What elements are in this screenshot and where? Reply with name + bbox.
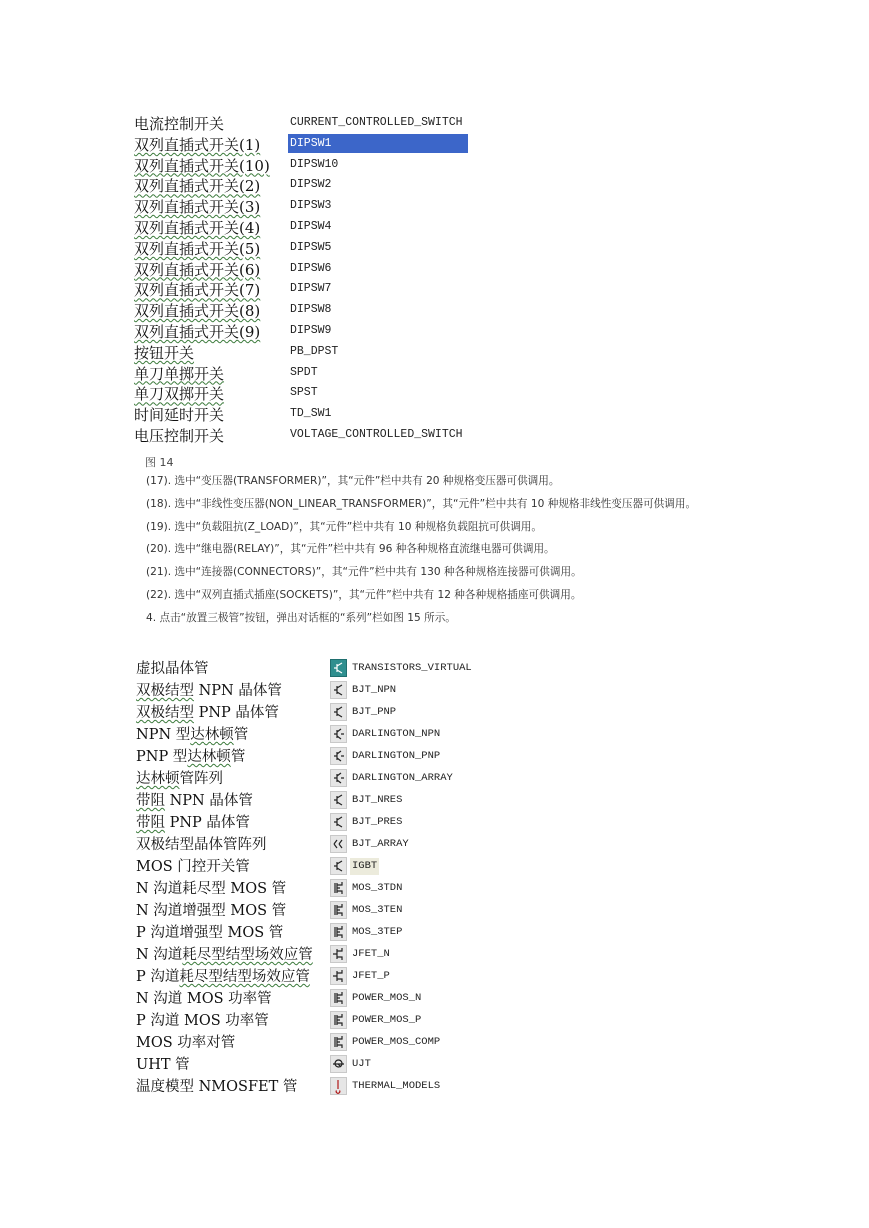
transistor-name-cn — [136, 703, 279, 723]
transistor-name-prefix: NPN 型 — [136, 727, 191, 743]
igbt-icon[interactable] — [330, 857, 347, 875]
switch-name-en[interactable]: DIPSW10 — [290, 157, 339, 171]
transistor-name-en[interactable]: POWER_MOS_N — [352, 992, 422, 1004]
transistor-name-en[interactable]: DARLINGTON_ARRAY — [352, 772, 453, 784]
mos-3tdn-icon[interactable] — [330, 879, 347, 897]
transistor-name-cn — [136, 879, 286, 899]
switch-name-en[interactable]: SPST — [290, 386, 318, 400]
transistor-name-prefix: N 沟道 MOS 功率管 — [136, 991, 272, 1007]
list-item: (21). 选中“连接器(CONNECTORS)”，其“元件”栏中共有 130 种各种规格连接器可供调用。 — [146, 566, 582, 579]
transistor-name-prefix: N 沟道耗尽型 MOS 管 — [136, 881, 287, 897]
ujt-icon[interactable] — [330, 1055, 347, 1073]
transistor-row[interactable] — [136, 1032, 496, 1054]
power-mos-p-icon[interactable] — [330, 1011, 347, 1029]
switch-row[interactable] — [134, 363, 474, 384]
bjt-nres-icon[interactable] — [330, 791, 347, 809]
transistor-name-en[interactable]: MOS_3TEP — [352, 926, 403, 938]
switch-name-cn: 时间延时开关 — [134, 406, 225, 425]
darlington-npn-icon[interactable] — [330, 725, 347, 743]
transistor-name-en[interactable]: BJT_PRES — [352, 816, 403, 828]
switch-name-en[interactable]: SPDT — [290, 365, 318, 379]
switch-name-cn: 双列直插式开关(7) — [134, 281, 261, 300]
transistor-name-cn — [136, 1011, 269, 1031]
transistor-row[interactable] — [136, 658, 496, 680]
transistor-name-cn — [136, 989, 272, 1009]
switch-row[interactable] — [134, 342, 474, 363]
transistor-name-underlined: 耗尽型结型场效应管 — [182, 947, 313, 963]
transistor-name-suffix: NPN 晶体管 — [165, 793, 253, 809]
transistor-name-cn — [136, 945, 313, 965]
transistor-name-prefix: 虚拟晶体管 — [136, 661, 209, 677]
transistor-row[interactable] — [136, 922, 496, 944]
transistor-name-en[interactable]: JFET_N — [352, 948, 390, 960]
transistor-name-underlined: 达林顿 — [187, 749, 231, 765]
switch-row[interactable] — [134, 404, 474, 425]
transistor-name-en[interactable]: DARLINGTON_PNP — [352, 750, 441, 762]
list-item: (18). 选中“非线性变压器(NON_LINEAR_TRANSFORMER)”，其“元件”栏中共有 10 种规格非线性变压器可供调用。 — [146, 497, 697, 510]
transistor-row[interactable] — [136, 944, 496, 966]
transistor-list-figure — [136, 658, 496, 1098]
transistor-name-underlined: 达林顿 — [136, 771, 180, 787]
transistor-name-cn — [136, 769, 223, 789]
transistor-name-suffix: 管阵列 — [179, 771, 223, 787]
transistor-name-cn — [136, 659, 209, 679]
transistor-name-suffix: 管 — [230, 749, 246, 765]
transistor-name-prefix: N 沟道增强型 MOS 管 — [136, 903, 287, 919]
list-item: (20). 选中“继电器(RELAY)”，其“元件”栏中共有 96 种各种规格直流继电器可供调用。 — [146, 543, 555, 556]
darlington-pnp-icon[interactable] — [330, 747, 347, 765]
transistor-name-cn — [136, 681, 282, 701]
switch-name-en[interactable]: DIPSW7 — [290, 282, 332, 296]
transistor-row[interactable] — [136, 834, 496, 856]
switch-row[interactable] — [134, 300, 474, 321]
switch-name-en[interactable]: CURRENT_CONTROLLED_SWITCH — [290, 116, 463, 129]
transistor-name-en[interactable]: THERMAL_MODELS — [352, 1080, 441, 1092]
switch-name-cn: 双列直插式开关(1) — [134, 135, 261, 154]
transistor-name-cn — [136, 967, 310, 987]
bjt-array-icon[interactable] — [330, 835, 347, 853]
virtual-transistor-icon[interactable] — [330, 659, 347, 677]
transistor-row[interactable] — [136, 790, 496, 812]
switch-row[interactable] — [134, 279, 474, 300]
transistor-name-suffix: NPN 晶体管 — [194, 683, 282, 699]
switch-row[interactable] — [134, 134, 474, 155]
transistor-row[interactable] — [136, 812, 496, 834]
switch-name-cn: 电流控制开关 — [134, 115, 225, 133]
switch-name-cn: 双列直插式开关(8) — [134, 302, 261, 321]
transistor-name-prefix: PNP 型 — [136, 749, 188, 765]
jfet-n-icon[interactable] — [330, 945, 347, 963]
transistor-name-prefix: 温度模型 NMOSFET 管 — [136, 1079, 298, 1095]
switch-name-en[interactable]: DIPSW1 — [288, 134, 468, 153]
transistor-name-prefix: 双极结型晶体管阵列 — [136, 837, 267, 853]
transistor-row[interactable] — [136, 988, 496, 1010]
switch-row[interactable] — [134, 238, 474, 259]
switch-name-en[interactable]: DIPSW3 — [290, 199, 332, 213]
transistor-name-en[interactable]: BJT_NPN — [352, 684, 397, 696]
switch-row[interactable] — [134, 155, 474, 176]
switch-list-figure — [134, 113, 474, 446]
list-item: 4. 点击“放置三极管”按钮，弹出对话框的“系列”栏如图 15 所示。 — [146, 611, 456, 624]
thermometer-icon[interactable] — [330, 1077, 347, 1095]
transistor-name-prefix: P 沟道 MOS 功率管 — [136, 1013, 269, 1029]
switch-row[interactable] — [134, 196, 474, 217]
pnp-transistor-icon[interactable] — [330, 703, 347, 721]
darlington-array-icon[interactable] — [330, 769, 347, 787]
transistor-name-cn — [136, 901, 286, 921]
transistor-name-prefix: P 沟道增强型 MOS 管 — [136, 925, 284, 941]
transistor-row[interactable] — [136, 724, 496, 746]
transistor-name-suffix: PNP 晶体管 — [165, 815, 250, 831]
transistor-name-suffix: 管 — [233, 727, 249, 743]
transistor-name-cn — [136, 747, 245, 767]
switch-name-en[interactable]: VOLTAGE_CONTROLLED_SWITCH — [290, 427, 463, 441]
transistor-name-underlined: 耗尽型结型场效应管 — [179, 969, 310, 985]
transistor-name-en[interactable]: BJT_PNP — [352, 706, 397, 718]
transistor-row[interactable] — [136, 768, 496, 790]
transistor-name-underlined: 带阻 — [136, 815, 165, 831]
transistor-name-en[interactable]: POWER_MOS_P — [352, 1014, 422, 1026]
switch-name-en[interactable]: DIPSW5 — [290, 240, 332, 254]
transistor-name-prefix: N 沟道 — [136, 947, 183, 963]
transistor-name-en[interactable]: UJT — [352, 1058, 371, 1070]
transistor-name-prefix: P 沟道 — [136, 969, 180, 985]
transistor-name-cn — [136, 813, 250, 833]
transistor-row[interactable] — [136, 702, 496, 724]
transistor-name-cn — [136, 1055, 190, 1075]
switch-row[interactable] — [134, 175, 474, 196]
transistor-row[interactable] — [136, 746, 496, 768]
transistor-name-cn — [136, 923, 283, 943]
transistor-name-cn — [136, 857, 250, 877]
figure-14-caption: 图 14 — [145, 456, 174, 469]
transistor-name-en[interactable]: MOS_3TDN — [352, 882, 403, 894]
transistor-row[interactable] — [136, 1010, 496, 1032]
transistor-name-en[interactable]: IGBT — [350, 858, 379, 875]
transistor-name-en[interactable]: JFET_P — [352, 970, 390, 982]
switch-name-cn: 双列直插式开关(10) — [134, 156, 270, 175]
transistor-name-underlined: 带阻 — [136, 793, 165, 809]
transistor-name-cn — [136, 835, 267, 855]
transistor-name-underlined: 达林顿 — [190, 727, 234, 743]
npn-transistor-icon[interactable] — [330, 681, 347, 699]
list-item: (17). 选中“变压器(TRANSFORMER)”，其“元件”栏中共有 20 种规格变压器可供调用。 — [146, 475, 560, 487]
switch-name-cn: 双列直插式开关(9) — [134, 322, 261, 341]
transistor-row[interactable] — [136, 878, 496, 900]
transistor-name-prefix: UHT 管 — [136, 1057, 190, 1073]
power-mos-n-icon[interactable] — [330, 989, 347, 1007]
transistor-name-underlined: 双极结型 — [136, 705, 194, 721]
transistor-name-cn — [136, 725, 248, 745]
mos-3ten-icon[interactable] — [330, 901, 347, 919]
mos-3tep-icon[interactable] — [330, 923, 347, 941]
transistor-name-en[interactable]: BJT_ARRAY — [352, 838, 409, 850]
transistor-name-cn — [136, 1033, 235, 1053]
bjt-pres-icon[interactable] — [330, 813, 347, 831]
transistor-name-en[interactable]: BJT_NRES — [352, 794, 403, 806]
transistor-name-en[interactable]: POWER_MOS_COMP — [352, 1036, 441, 1048]
transistor-row[interactable] — [136, 966, 496, 988]
item-list — [146, 474, 846, 634]
transistor-name-underlined: 双极结型 — [136, 683, 194, 699]
transistor-row[interactable] — [136, 1054, 496, 1076]
switch-name-cn: 双列直插式开关(5) — [134, 239, 261, 258]
transistor-name-en[interactable]: TRANSISTORS_VIRTUAL — [352, 662, 472, 674]
transistor-name-cn — [136, 1077, 297, 1097]
transistor-row[interactable] — [136, 1076, 496, 1098]
transistor-row[interactable] — [136, 680, 496, 702]
switch-name-cn: 电压控制开关 — [134, 426, 225, 445]
transistor-row[interactable] — [136, 856, 496, 878]
transistor-name-en[interactable]: MOS_3TEN — [352, 904, 403, 916]
switch-name-cn: 单刀单掷开关 — [134, 364, 225, 383]
switch-row[interactable] — [134, 259, 474, 280]
switch-name-en[interactable]: TD_SW1 — [290, 407, 332, 421]
power-mos-comp-icon[interactable] — [330, 1033, 347, 1051]
jfet-p-icon[interactable] — [330, 967, 347, 985]
transistor-name-en[interactable]: DARLINGTON_NPN — [352, 728, 441, 740]
switch-name-en[interactable]: DIPSW6 — [290, 261, 332, 275]
switch-row[interactable] — [134, 383, 474, 404]
transistor-name-prefix: MOS 门控开关管 — [136, 859, 250, 875]
list-item: (19). 选中“负载阻抗(Z_LOAD)”，其“元件”栏中共有 10 种规格负载阻抗可供调用。 — [146, 520, 542, 533]
switch-name-cn: 双列直插式开关(4) — [134, 218, 261, 237]
switch-name-cn: 双列直插式开关(2) — [134, 177, 261, 196]
switch-name-cn: 双列直插式开关(3) — [134, 198, 261, 217]
switch-row[interactable] — [134, 113, 474, 134]
switch-name-en[interactable]: DIPSW4 — [290, 219, 332, 233]
switch-row[interactable] — [134, 321, 474, 342]
switch-name-en[interactable]: DIPSW8 — [290, 303, 332, 317]
list-item: (22). 选中“双列直插式插座(SOCKETS)”，其“元件”栏中共有 12 种各种规格插座可供调用。 — [146, 588, 582, 601]
transistor-row[interactable] — [136, 900, 496, 922]
switch-name-cn: 单刀双掷开关 — [134, 385, 225, 404]
transistor-name-suffix: PNP 晶体管 — [194, 705, 279, 721]
switch-name-cn: 双列直插式开关(6) — [134, 260, 261, 279]
switch-name-en[interactable]: DIPSW2 — [290, 178, 332, 192]
transistor-name-prefix: MOS 功率对管 — [136, 1035, 236, 1051]
switch-name-cn: 按钮开关 — [134, 343, 195, 362]
transistor-name-cn — [136, 791, 253, 811]
switch-row[interactable] — [134, 425, 474, 446]
switch-name-en[interactable]: DIPSW9 — [290, 323, 332, 337]
switch-row[interactable] — [134, 217, 474, 238]
switch-name-en[interactable]: PB_DPST — [290, 344, 339, 358]
